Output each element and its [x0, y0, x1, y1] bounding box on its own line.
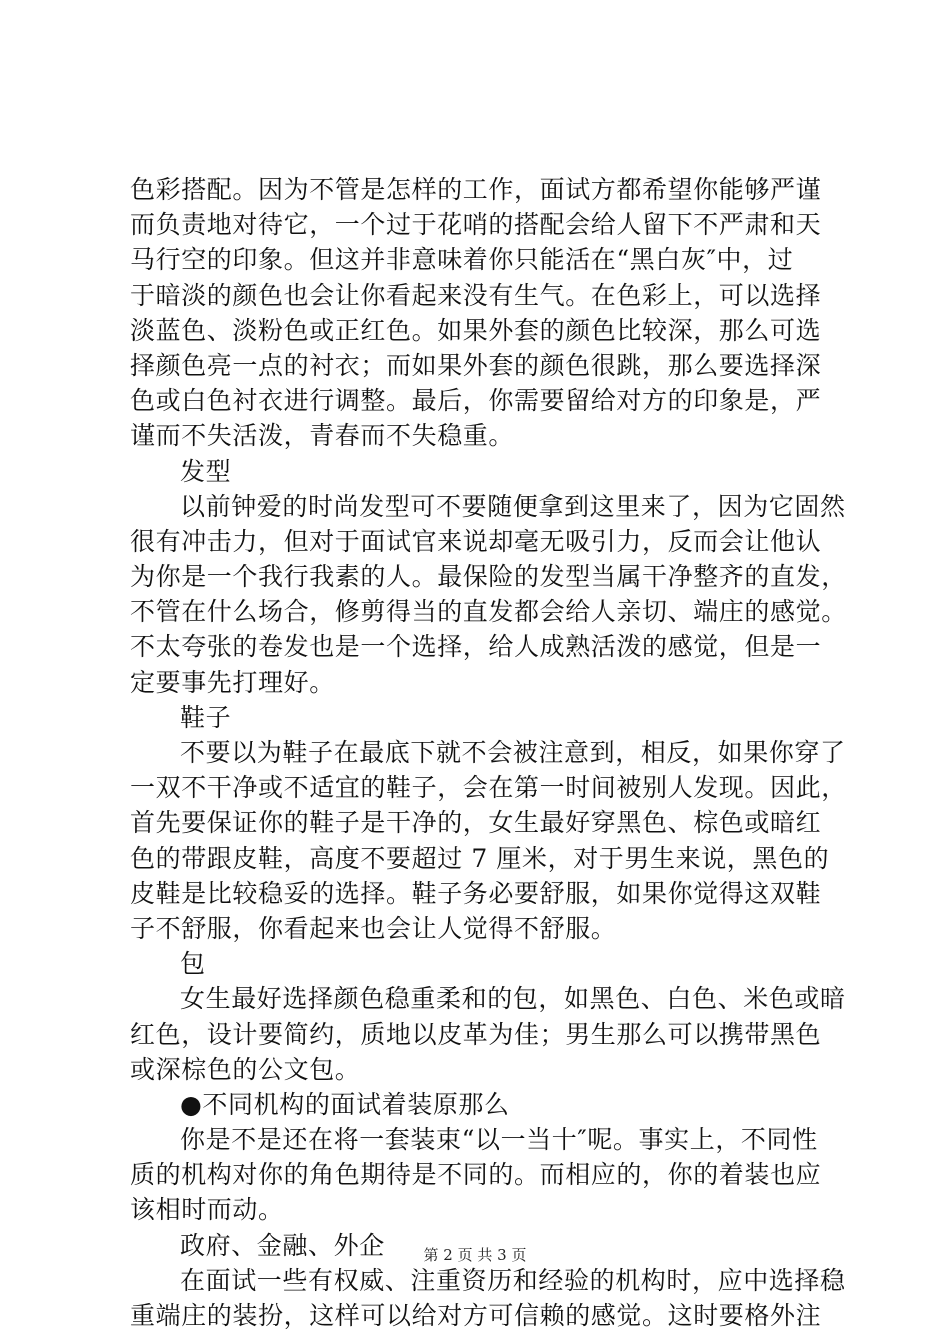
text-line: 在面试一些有权威、注重资历和经验的机构时，应中选择稳 [180, 1265, 846, 1295]
text-line: 淡蓝色、淡粉色或正红色。如果外套的颜色比较深，那么可选 [130, 315, 822, 345]
text-line: 不要以为鞋子在最底下就不会被注意到，相反，如果你穿了 [180, 738, 846, 767]
text-line: 女生最好选择颜色稳重柔和的包，如黑色、白色、米色或暗 [180, 984, 846, 1014]
text-line: 很有冲击力，但对于面试官来说却毫无吸引力，反而会让他认 [130, 526, 822, 556]
page-footer: 第 2 页 共 3 页 [423, 1246, 527, 1264]
text-line: 红色，设计要简约，质地以皮革为佳；男生那么可以携带黑色 [130, 1019, 822, 1049]
text-line: 择颜色亮一点的衬衣；而如果外套的颜色很跳，那么要选择深 [130, 350, 822, 380]
text-line: 政府、金融、外企 [180, 1230, 385, 1260]
text-line: 色的带跟皮鞋，高度不要超过 7 厘米，对于男生来说，黑色的 [130, 843, 830, 873]
text-line: 色彩搭配。因为不管是怎样的工作，面试方都希望你能够严谨 [130, 175, 822, 204]
text-line: 马行空的印象。但这并非意味着你只能活在“黑白灰″中，过 [130, 245, 794, 275]
text-line: 于暗淡的颜色也会让你看起来没有生气。在色彩上，可以选择 [130, 280, 822, 310]
text-line: 不管在什么场合，修剪得当的直发都会给人亲切、端庄的感觉。 [130, 597, 847, 627]
text-line: 谨而不失活泼，青春而不失稳重。 [130, 421, 515, 451]
text-line: 包 [180, 949, 206, 979]
text-line: 定要事先打理好。 [130, 667, 335, 697]
text-line: 以前钟爱的时尚发型可不要随便拿到这里来了，因为它固然 [180, 491, 846, 521]
text-line: 不太夸张的卷发也是一个选择，给人成熟活泼的感觉，但是一 [130, 632, 822, 662]
text-line: 该相时而动。 [130, 1195, 284, 1225]
text-line: 你是不是还在将一套装束“以一当十″呢。事实上，不同性 [180, 1125, 818, 1155]
text-line: 色或白色衬衣进行调整。最后，你需要留给对方的印象是，严 [130, 386, 822, 416]
text-line: 质的机构对你的角色期待是不同的。而相应的，你的着装也应 [130, 1160, 822, 1190]
text-line: 或深棕色的公文包。 [130, 1054, 361, 1084]
text-line: 子不舒服，你看起来也会让人觉得不舒服。 [130, 913, 617, 943]
document-body [130, 172, 847, 1333]
text-line: 皮鞋是比较稳妥的选择。鞋子务必要舒服，如果你觉得这双鞋 [130, 878, 822, 908]
text-line: 一双不干净或不适宜的鞋子，会在第一时间被别人发现。因此， [130, 773, 847, 803]
text-line: ●不同机构的面试着装原那么 [180, 1089, 510, 1119]
text-line: 重端庄的装扮，这样可以给对方可信赖的感觉。这时要格外注 [130, 1301, 822, 1330]
text-line: 鞋子 [180, 702, 232, 732]
text-line: 发型 [180, 456, 232, 486]
text-line: 而负责地对待它，一个过于花哨的搭配会给人留下不严肃和天 [130, 210, 822, 240]
text-line: 首先要保证你的鞋子是干净的，女生最好穿黑色、棕色或暗红 [130, 808, 822, 838]
text-line: 为你是一个我行我素的人。最保险的发型当属干净整齐的直发， [130, 562, 847, 592]
